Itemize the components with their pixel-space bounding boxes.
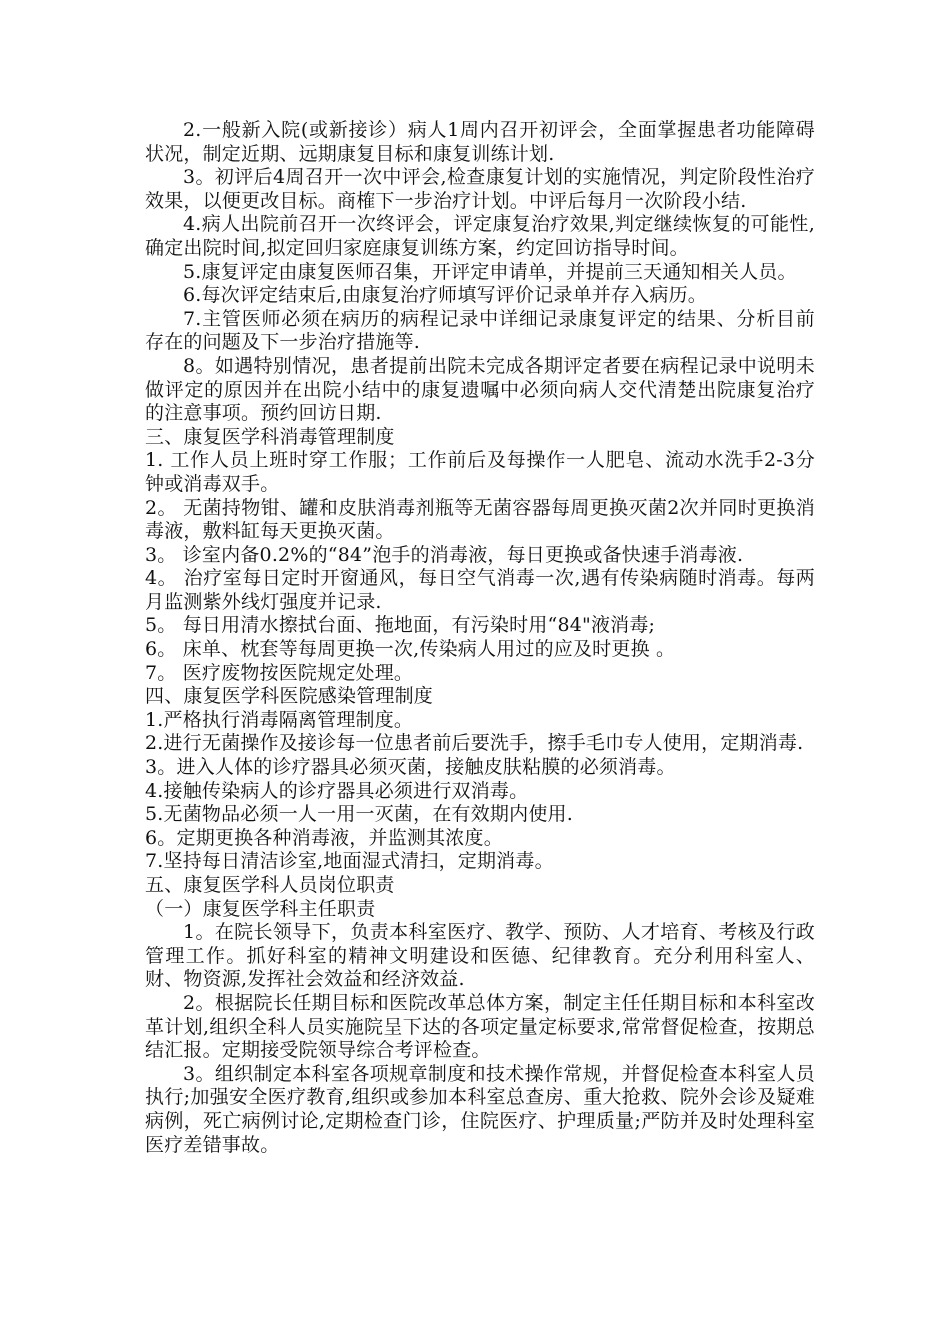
list-item: 3。 诊室内备0.2%的“84”泡手的消毒液，每日更换或备快速手消毒液. xyxy=(145,543,744,566)
section-heading: 三、康复医学科消毒管理制度 xyxy=(145,425,395,448)
paragraph: 4.病人出院前召开一次终评会，评定康复治疗效果,判定继续恢复的可能性,确定出院时间,拟定回归家庭康复训练方案，约定回访指导时间。 xyxy=(145,213,815,259)
paragraph: 3。组织制定本科室各项规章制度和技术操作常规，并督促检查本科室人员执行;加强安全医疗教育,组织或参加本科室总查房、重大抢救、院外会诊及疑难病例，死亡病例讨论,定期检查门诊，住院医疗、护理质量;严防并及时处理科室医疗差错事故。 xyxy=(145,1062,815,1156)
paragraph: 1。在院长领导下，负责本科室医疗、教学、预防、人才培育、考核及行政管理工作。抓好科室的精神文明建设和医德、纪律教育。充分利用科室人、财、物资源,发挥社会效益和经济效益. xyxy=(145,921,815,991)
list-item: 4.接触传染病人的诊疗器具必须进行双消毒。 xyxy=(145,779,529,802)
paragraph: 3。初评后4周召开一次中评会,检查康复计划的实施情况，判定阶段性治疗效果，以便更改目标。商榷下一步治疗计划。中评后每月一次阶段小结. xyxy=(145,166,815,212)
paragraph: 2。根据院长任期目标和医院改革总体方案，制定主任任期目标和本科室改革计划,组织全科人员实施院呈下达的各项定量定标要求,常常督促检查，按期总结汇报。定期接受院领导综合考评检查。 xyxy=(145,991,815,1062)
list-item: 2。 无菌持物钳、罐和皮肤消毒剂瓶等无菌容器每周更换灭菌2次并同时更换消毒液，敷料缸每天更换灭菌。 xyxy=(145,496,815,543)
list-item: 6。定期更换各种消毒液，并监测其浓度。 xyxy=(145,826,503,849)
list-item: 6。 床单、枕套等每周更换一次,传染病人用过的应及时更换 。 xyxy=(145,638,676,661)
list-item: 3。进入人体的诊疗器具必须灭菌，接触皮肤粘膜的必须消毒。 xyxy=(145,756,676,779)
list-item: 4。 治疗室每日定时开窗通风，每日空气消毒一次,遇有传染病随时消毒。每两月监测紫外线灯强度并记录. xyxy=(145,567,815,613)
list-item: 1.严格执行消毒隔离管理制度。 xyxy=(145,708,414,731)
list-item: 7。 医疗废物按医院规定处理。 xyxy=(145,661,414,684)
list-item: 7.坚持每日清洁诊室,地面湿式清扫，定期消毒。 xyxy=(145,850,554,873)
paragraph: 8。如遇特别情况，患者提前出院未完成各期评定者要在病程记录中说明未做评定的原因并在出院小结中的康复遗嘱中必须向病人交代清楚出院康复治疗的注意事项。预约回访日期. xyxy=(145,354,815,425)
list-item: 5.无菌物品必须一人一用一灭菌，在有效期内使用. xyxy=(145,803,573,826)
list-item: 2.进行无菌操作及接诊每一位患者前后要洗手，擦手毛巾专人使用，定期消毒. xyxy=(145,732,804,755)
paragraph: 7.主管医师必须在病历的病程记录中详细记录康复评定的结果、分析目前存在的问题及下一步治疗措施等. xyxy=(145,307,815,354)
document-page xyxy=(145,119,815,1157)
section-heading: 四、康复医学科医院感染管理制度 xyxy=(145,685,434,708)
list-item: 5。 每日用清水擦拭台面、拖地面，有污染时用“84"液消毒; xyxy=(145,614,656,637)
paragraph: 2.一般新入院(或新接诊）病人1周内召开初评会，全面掌握患者功能障碍状况，制定近期、远期康复目标和康复训练计划. xyxy=(145,119,815,165)
subsection-heading: （一）康复医学科主任职责 xyxy=(145,897,376,920)
paragraph: 5.康复评定由康复医师召集，开评定申请单，并提前三天通知相关人员。 xyxy=(183,260,797,283)
paragraph: 6.每次评定结束后,由康复治疗师填写评价记录单并存入病历。 xyxy=(183,284,707,307)
list-item: 1. 工作人员上班时穿工作服；工作前后及每操作一人肥皂、流动水洗手2-3分钟或消毒双手。 xyxy=(145,449,815,495)
section-heading: 五、康复医学科人员岗位职责 xyxy=(145,874,395,896)
